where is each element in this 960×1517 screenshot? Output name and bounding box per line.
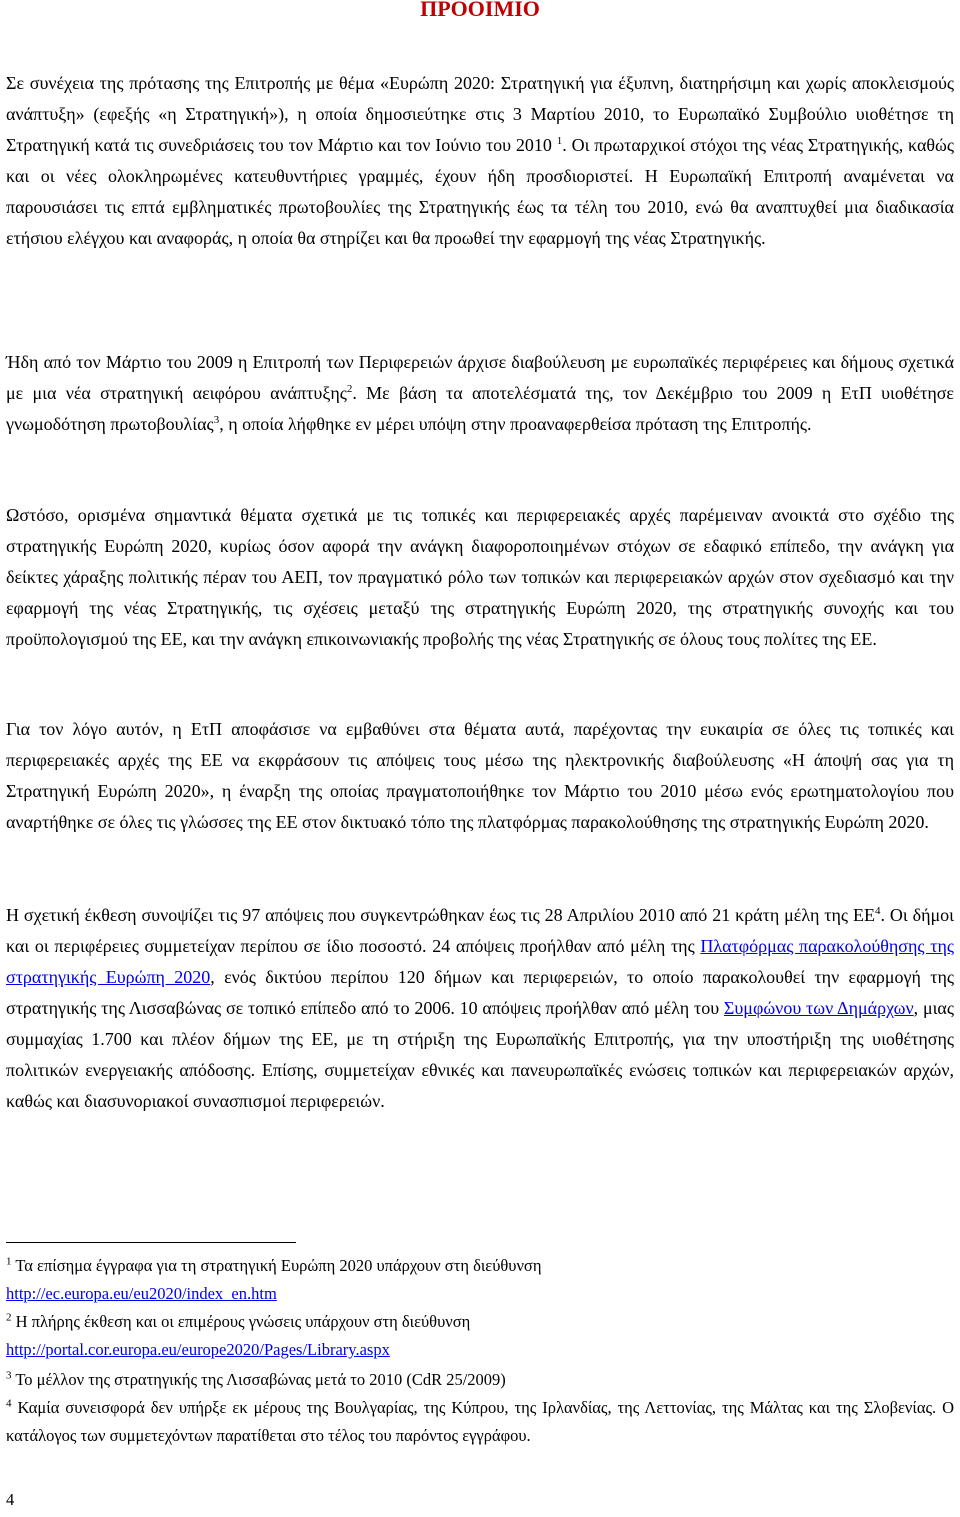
platform-link[interactable]: Πλατφόρμας παρακολούθησης της στρατηγικής Ευρώπη 2020 xyxy=(6,936,954,987)
paragraph-1-text-b: . Οι πρωταρχικοί στόχοι της νέας Στρατηγικής, καθώς και οι νέες ολοκληρωμένες κατευθυντήριες γραμμές, έχουν ήδη προσδιοριστεί. Η Ευρωπαϊκή Επιτροπή αναμένεται να παρουσιάσει τις επτά εμβληματικές πρωτοβουλίες της Στρατηγικής έως τα τέλη του 2010, ενώ θα αναπτυχθεί μια διαδικασία ετήσιου ελέγχου και αναφοράς, η οποία θα στηρίζει και θα προωθεί την εφαρμογή της νέας Στρατηγικής. xyxy=(6,135,954,248)
footnote-4 xyxy=(6,1394,954,1450)
footnote-3-number: 3 xyxy=(6,1369,12,1382)
paragraph-2-text-a: Ήδη από τον Μάρτιο του 2009 η Επιτροπή των Περιφερειών άρχισε διαβούλευση με ευρωπαϊκές περιφέρειες και δήμους σχετικά με μια νέα στρατηγική αειφόρου ανάπτυξης xyxy=(6,352,954,403)
paragraph-4: Για τον λόγο αυτόν, η ΕτΠ αποφάσισε να εμβαθύνει στα θέματα αυτά, παρέχοντας την ευκαιρία σε όλες τις τοπικές και περιφερειακές αρχές της ΕΕ να εκφράσουν τις απόψεις τους μέσω της ηλεκτρονικής διαβούλευσης «Η άποψή σας για τη Στρατηγική Ευρώπη 2020», η έναρξη της οποίας πραγματοποιήθηκε τον Μάρτιο του 2010 μέσω ενός ερωτηματολογίου που αναρτήθηκε σε όλες τις γλώσσες της ΕΕ στον δικτυακό τόπο της πλατφόρμας παρακολούθησης της στρατηγικής Ευρώπη 2020. xyxy=(6,719,954,832)
footnote-4-number: 4 xyxy=(6,1397,12,1410)
page-number: 4 xyxy=(6,1490,15,1509)
paragraph-5-text-b: . Οι δήμοι και οι περιφέρειες συμμετείχαν περίπου σε ίδιο ποσοστό. 24 απόψεις προήλθαν από μέλη της xyxy=(6,905,955,956)
covenant-of-mayors-link[interactable]: Συμφώνου των Δημάρχων xyxy=(723,998,914,1018)
footnote-1-link[interactable]: http://ec.europa.eu/eu2020/index_en.htm xyxy=(6,1284,277,1303)
paragraph-2 xyxy=(6,347,954,440)
footnote-2-number: 2 xyxy=(6,1311,12,1324)
paragraph-2-text-b: . Με βάση τα αποτελέσματά της, τον Δεκέμβριο του 2009 η ΕτΠ υιοθέτησε γνωμοδότηση πρωτοβουλίας xyxy=(6,383,954,434)
footnote-4-text: Καμία συνεισφορά δεν υπήρξε εκ μέρους της Βουλγαρίας, της Κύπρου, της Ιρλανδίας, της Λεττονίας, της Μάλτας και της Σλοβενίας. Ο κατάλογος των συμμετεχόντων παρατίθεται στο τέλος του παρόντος εγγράφου. xyxy=(6,1398,955,1445)
paragraph-3: Ωστόσο, ορισμένα σημαντικά θέματα σχετικά με τις τοπικές και περιφερειακές αρχές παρέμειναν ανοικτά στο σχέδιο της στρατηγικής Ευρώπη 2020, κυρίως όσον αφορά την ανάγκη διαφοροποιημένων στόχων σε εδαφικό επίπεδο, την ανάγκη για δείκτες χάραξης πολιτικής πέραν του ΑΕΠ, τον πραγματικό ρόλο των τοπικών και περιφερειακών αρχών στον σχεδιασμό και την εφαρμογή της νέας Στρατηγικής, τις σχέσεις μεταξύ της στρατηγικής Ευρώπη 2020, της στρατηγικής συνοχής και του προϋπολογισμού της ΕΕ, και την ανάγκη επικοινωνιακής προβολής της νέας Στρατηγικής σε όλους τους πολίτες της ΕΕ. xyxy=(6,505,954,649)
footnote-separator xyxy=(6,1242,296,1243)
paragraph-5 xyxy=(6,900,954,1117)
page-title: ΠΡΟΟΙΜΙΟ xyxy=(420,0,540,21)
footnote-2-link[interactable]: http://portal.cor.europa.eu/europe2020/Pages/Library.aspx xyxy=(6,1340,390,1359)
footnote-1 xyxy=(6,1252,954,1308)
footnote-ref-4[interactable]: 4 xyxy=(874,905,881,917)
footnote-ref-2[interactable]: 2 xyxy=(346,383,353,395)
paragraph-5-text-d: , μιας συμμαχίας 1.700 και πλέον δήμων της ΕΕ, με τη στήριξη της Ευρωπαϊκής Επιτροπής, για την υποστήριξη της υιοθέτησης πολιτικών ενεργειακής απόδοσης. Επίσης, συμμετείχαν εθνικές και πανευρωπαϊκές ενώσεις τοπικών και περιφερειακών αρχών, καθώς και διασυνοριακοί συνασπισμοί περιφερειών. xyxy=(6,998,954,1111)
footnote-1-number: 1 xyxy=(6,1255,12,1268)
paragraph-5-text-c: , ενός δικτύου περίπου 120 δήμων και περιφερειών, το οποίο παρακολουθεί την εφαρμογή της στρατηγικής της Λισσαβώνας σε τοπικό επίπεδο από το 2006. 10 απόψεις προήλθαν από μέλη του xyxy=(6,967,954,1018)
footnote-3 xyxy=(6,1366,954,1394)
footnote-ref-3[interactable]: 3 xyxy=(213,414,220,426)
footnote-2 xyxy=(6,1308,954,1364)
footnote-3-text: Το μέλλον της στρατηγικής της Λισσαβώνας μετά το 2010 (CdR 25/2009) xyxy=(15,1370,506,1389)
paragraph-1 xyxy=(6,68,954,254)
paragraph-5-text-a: Η σχετική έκθεση συνοψίζει τις 97 απόψεις που συγκεντρώθηκαν έως τις 28 Απριλίου 2010 από 21 κράτη μέλη της ΕΕ xyxy=(6,905,875,925)
paragraph-1-text-a: Σε συνέχεια της πρότασης της Επιτροπής με θέμα «Ευρώπη 2020: Στρατηγική για έξυπνη, διατηρήσιμη και χωρίς αποκλεισμούς ανάπτυξη» (εφεξής «η Στρατηγική»), η οποία δημοσιεύτηκε στις 3 Μαρτίου 2010, το Ευρωπαϊκό Συμβούλιο υιοθέτησε τη Στρατηγική κατά τις συνεδριάσεις του τον Μάρτιο και τον Ιούνιο του 2010 xyxy=(6,73,954,155)
footnote-1-text: Τα επίσημα έγγραφα για τη στρατηγική Ευρώπη 2020 υπάρχουν στη διεύθυνση xyxy=(15,1256,542,1275)
footnote-ref-1[interactable]: 1 xyxy=(556,135,563,147)
paragraph-2-text-c: , η οποία λήφθηκε εν μέρει υπόψη στην προαναφερθείσα πρόταση της Επιτροπής. xyxy=(219,414,812,434)
footnote-2-text: Η πλήρης έκθεση και οι επιμέρους γνώσεις υπάρχουν στη διεύθυνση xyxy=(15,1312,471,1331)
